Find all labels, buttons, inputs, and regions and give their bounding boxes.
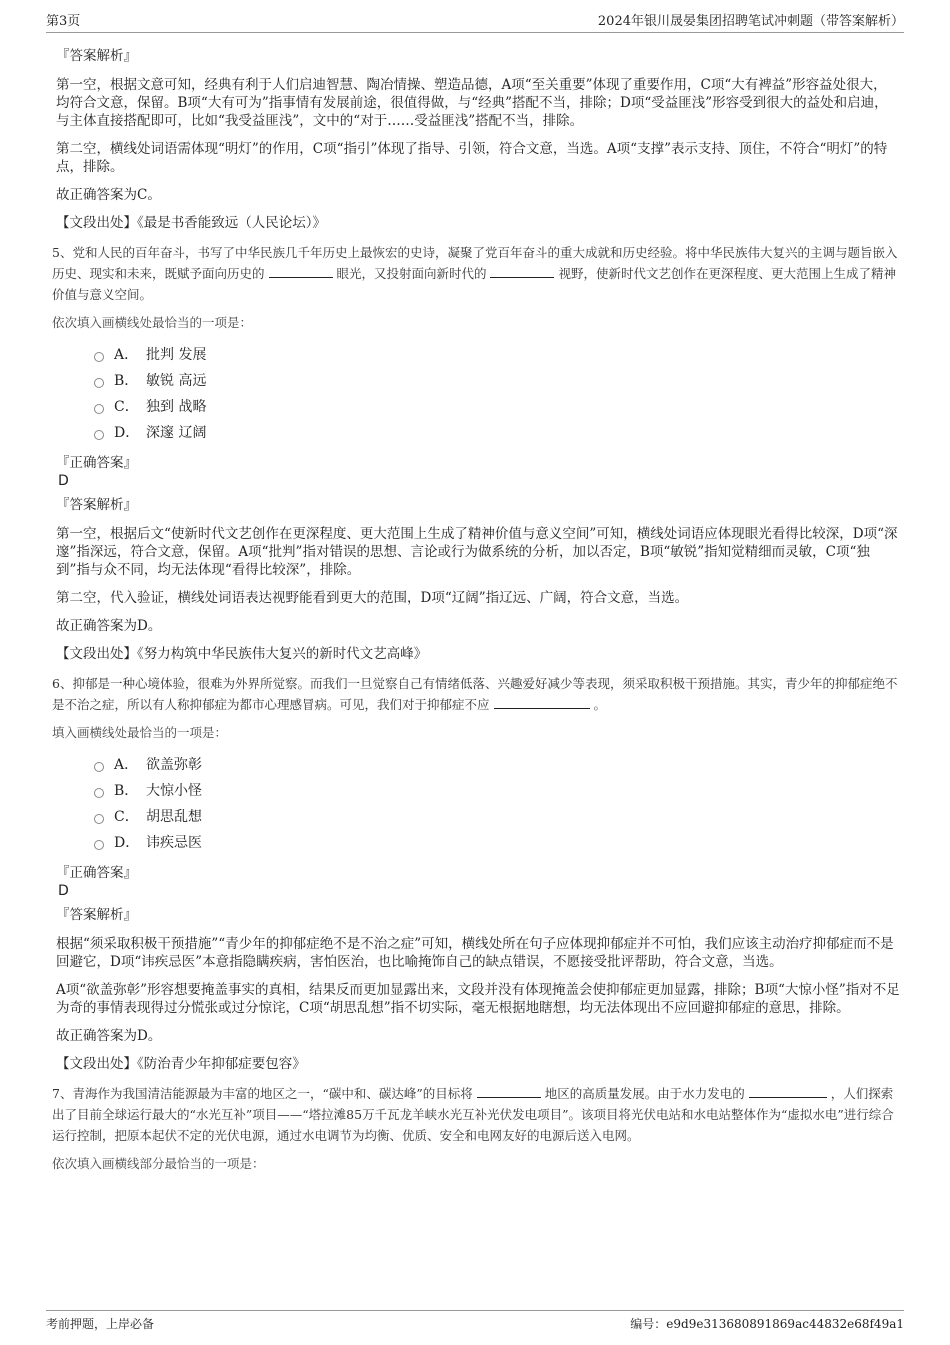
option-b[interactable]: B． 大惊小怪: [94, 777, 900, 803]
correct-answer-label: 『正确答案』: [56, 865, 137, 881]
source-citation: 【文段出处】《最是书香能致远（人民论坛）》: [56, 215, 326, 231]
question-5-instruction: 依次填入画横线处最恰当的一项是：: [52, 315, 253, 330]
source-citation: 【文段出处】《努力构筑中华民族伟大复兴的新时代文艺高峰》: [56, 646, 428, 662]
analysis-conclusion: 故正确答案为C。: [56, 187, 161, 203]
document-id: 编号：e9d9e313680891869ac44832e68f49a1: [630, 1317, 904, 1331]
analysis-paragraph: 第一空，根据文意可知，经典有利于人们启迪智慧、陶冶情操、塑造品德，A项“至关重要”体现了重要作用，C项“大有裨益”形容益处很大，均符合文意，保留。B项“大有可为”指事情有发展前途，很值得做，与“经典”搭配不当，排除；D项“受益匪浅”形容受到很大的益处和启迪，与主体直接搭配即可，比如“我受益匪浅”，文中的“对于……受益匪浅”搭配不当，排除。: [56, 77, 888, 129]
radio-button[interactable]: [94, 430, 104, 440]
page-header: [46, 10, 904, 33]
radio-button[interactable]: [94, 788, 104, 798]
analysis-paragraph: 第二空，代入验证，横线处词语表达视野能看到更大的范围，D项“辽阔”指辽远、广阔，符合文意，当选。: [56, 590, 689, 606]
analysis-paragraph: 根据“须采取积极干预措施”“青少年的抑郁症绝不是不治之症”可知，横线处所在句子应体现抑郁症并不可怕，我们应该主动治疗抑郁症而不是回避它，D项“讳疾忌医”本意指隐瞒疾病，害怕医治，也比喻掩饰自己的缺点错误，不愿接受批评帮助，符合文意，当选。: [56, 936, 894, 970]
analysis-paragraph: A项“欲盖弥彰”形容想要掩盖事实的真相，结果反而更加显露出来，文段并没有体现掩盖会使抑郁症更加显露，排除；B项“大惊小怪”指对不足为奇的事情表现得过分慌张或过分惊诧，C项“胡思乱想”指不切实际，毫无根据地瞎想，均无法体现出不应回避抑郁症的意思，排除。: [56, 982, 900, 1016]
document-title: 2024年银川晟晏集团招聘笔试冲刺题（带答案解析）: [597, 14, 904, 29]
page-content: [52, 40, 900, 1182]
page-footer: [46, 1310, 904, 1337]
option-c[interactable]: C． 胡思乱想: [94, 803, 900, 829]
question-5-text: 5、党和人民的百年奋斗，书写了中华民族几千年历史上最恢宏的史诗，凝聚了党百年奋斗的重大成就和历史经验。将中华民族伟大复兴的主调与题旨嵌入历史、现实和未来，既赋予面向历史的 眼光，又投射面向新时代的 视野，使新时代文艺创作在更深程度、更大范围上生成了精神价值与意义空间。: [52, 245, 898, 302]
radio-button[interactable]: [94, 404, 104, 414]
option-d[interactable]: D． 讳疾忌医: [94, 829, 900, 855]
page-number: 第3页: [46, 14, 81, 29]
question-6-text: 6、抑郁是一种心境体验，很难为外界所觉察。而我们一旦觉察自己有情绪低落、兴趣爱好减少等表现，须采取积极干预措施。其实，青少年的抑郁症绝不是不治之症，所以有人称抑郁症为都市心理感冒病。可见，我们对于抑郁症不应 。: [52, 676, 898, 712]
radio-button[interactable]: [94, 840, 104, 850]
analysis-label: 『答案解析』: [56, 907, 137, 923]
option-c[interactable]: C． 独到 战略: [94, 393, 900, 419]
option-b[interactable]: B． 敏锐 高远: [94, 367, 900, 393]
correct-answer-label: 『正确答案』: [56, 455, 137, 471]
radio-button[interactable]: [94, 814, 104, 824]
analysis-label: 『答案解析』: [56, 497, 137, 513]
radio-button[interactable]: [94, 762, 104, 772]
question-7-instruction: 依次填入画横线部分最恰当的一项是：: [52, 1156, 265, 1171]
analysis-paragraph: 第二空，横线处词语需体现“明灯”的作用，C项“指引”体现了指导、引领，符合文意，当选。A项“支撑”表示支持、顶住，不符合“明灯”的特点，排除。: [56, 141, 888, 175]
correct-answer: D: [58, 473, 69, 489]
radio-button[interactable]: [94, 378, 104, 388]
correct-answer: D: [58, 883, 69, 899]
option-d[interactable]: D． 深邃 辽阔: [94, 419, 900, 445]
option-a[interactable]: A． 批判 发展: [94, 341, 900, 367]
analysis-paragraph: 第一空，根据后文“使新时代文艺创作在更深程度、更大范围上生成了精神价值与意义空间”可知，横线处词语应体现眼光看得比较深，D项“深邃”指深远，符合文意，保留。A项“批判”指对错误的思想、言论或行为做系统的分析，加以否定，B项“敏锐”指知觉精细而灵敏，C项“独到”指与众不同，均无法体现“看得比较深”，排除。: [56, 526, 898, 578]
question-6-options: [94, 751, 900, 855]
question-7-text: 7、青海作为我国清洁能源最为丰富的地区之一，“碳中和、碳达峰”的目标将 地区的高质量发展。由于水力发电的 ，人们探索出了目前全球运行最大的“水光互补”项目——“塔拉滩85万千瓦龙羊峡水光互补光伏发电项目”。该项目将光伏电站和水电站整体作为“虚拟水电”进行综合运行控制，把原本起伏不定的光伏电源，通过水电调节为均衡、优质、安全和电网友好的电源后送入电网。: [52, 1086, 894, 1143]
footer-slogan: 考前押题，上岸必备: [46, 1317, 155, 1331]
analysis-conclusion: 故正确答案为D。: [56, 1028, 162, 1044]
question-6-instruction: 填入画横线处最恰当的一项是：: [52, 725, 228, 740]
source-citation: 【文段出处】《防治青少年抑郁症要包容》: [56, 1056, 306, 1072]
radio-button[interactable]: [94, 352, 104, 362]
question-5-options: [94, 341, 900, 445]
analysis-conclusion: 故正确答案为D。: [56, 618, 162, 634]
option-a[interactable]: A． 欲盖弥彰: [94, 751, 900, 777]
analysis-label: 『答案解析』: [56, 48, 137, 64]
